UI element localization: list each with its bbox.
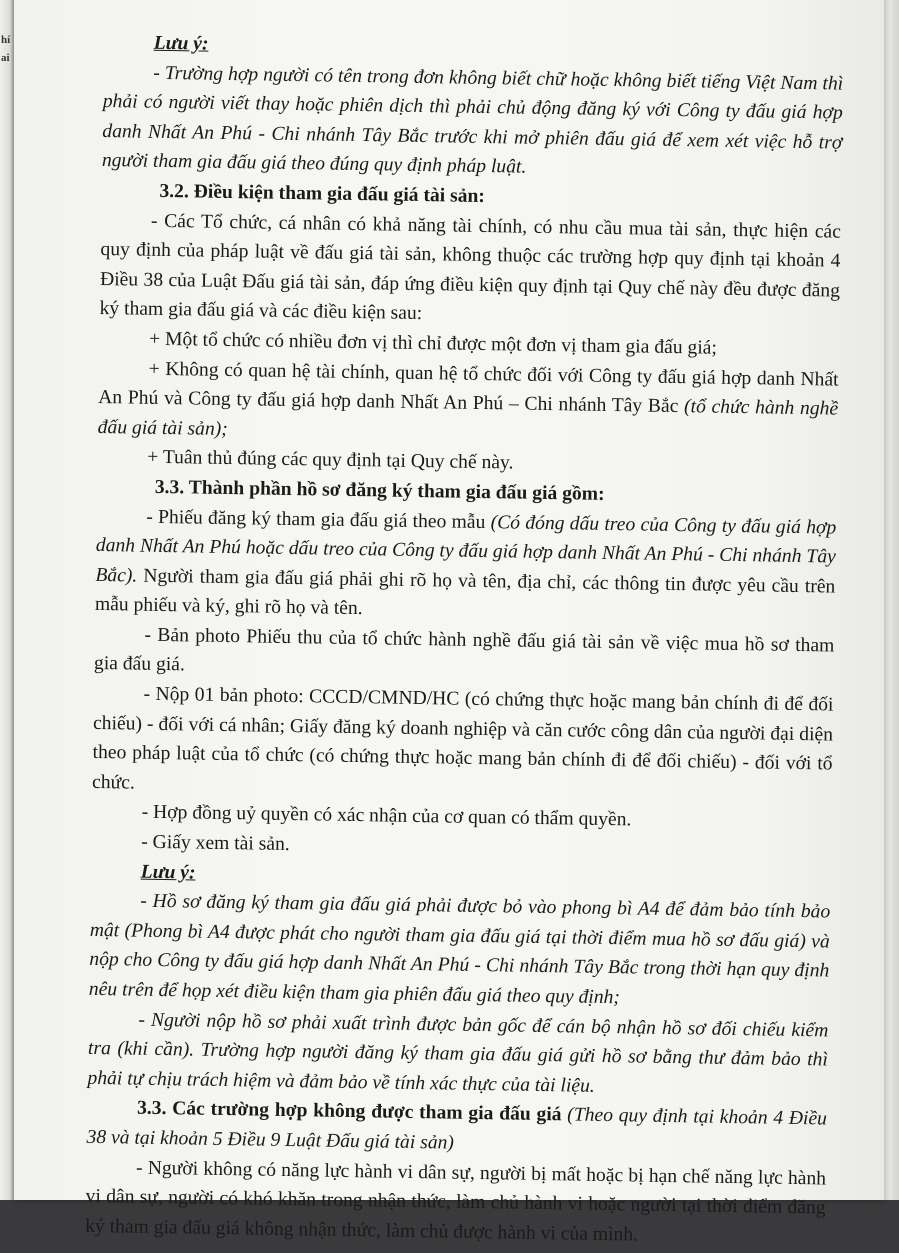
- page-content: [85, 28, 844, 1253]
- heading-italic: (Theo quy định tại khoản 4 Điều 38 và tại khoản 5 Điều 9 Luật Đấu giá tài sản): [86, 1104, 828, 1154]
- bullet-italic: (tổ chức hành nghề đấu giá tài sản);: [97, 396, 839, 440]
- note-text: - Người nộp hồ sơ phải xuất trình được bản gốc để cán bộ nhận hồ sơ đối chiếu kiểm tra (khi cần). Trường hợp người đăng ký tham gia đấu giá gửi hồ sơ bằng thư đảm bảo thì phải tự chịu trách hiệm và đảm bảo về tính xác thực của tài liệu.: [87, 1009, 829, 1097]
- list-item: - Hợp đồng uỷ quyền có xác nhận của cơ quan có thẩm quyền.: [141, 802, 632, 831]
- note-label: Lưu ý:: [153, 32, 209, 55]
- note-text: - Trường hợp người có tên trong đơn không biết chữ hoặc không biết tiếng Việt Nam thì phải có người viết thay hoặc phiên dịch thì phải chủ động đăng ký với Công ty đấu giá hợp danh Nhất An Phú - Chi nhánh Tây Bắc trước khi mở phiên đấu giá để xem xét việc hỗ trợ người tham gia đấu giá theo đúng quy định pháp luật.: [101, 62, 844, 179]
- note-label: Lưu ý:: [140, 861, 196, 884]
- item-italic: (Có đóng dấu treo của Công ty đấu giá hợp danh Nhất An Phú hoặc dấu treo của Công ty đấu giá hợp danh Nhất An Phú - Chi nhánh Tây Bắc).: [95, 511, 837, 587]
- paragraph: - Các Tổ chức, cá nhân có khả năng tài chính, có nhu cầu mua tài sản, thực hiện các quy định của pháp luật về đấu giá tài sản, không thuộc các trường hợp quy định tại khoản 4 Điều 38 của Luật Đấu giá tài sản, đáp ứng điều kiện quy định tại Quy chế này đều được đăng ký tham gia đấu giá và các điều kiện sau:: [99, 210, 842, 325]
- section-heading-3-3: 3.3. Thành phần hồ sơ đăng ký tham gia đấu giá gồm:: [154, 476, 605, 505]
- section-heading-3-2: 3.2. Điều kiện tham gia đấu giá tài sản:: [159, 180, 486, 207]
- section-heading-3-3-b: [86, 1093, 827, 1164]
- item-text: - Phiếu đăng ký tham gia đấu giá theo mẫu: [146, 506, 491, 533]
- heading-text: 3.3. Các trường hợp không được tham gia đấu giá: [136, 1098, 562, 1126]
- bullet-item: [97, 353, 838, 453]
- item-tail: Người tham gia đấu giá phải ghi rõ họ và tên, địa chỉ, các thông tin được yêu cầu trên mẫu phiếu và ký, ghi rõ họ và tên.: [94, 565, 836, 620]
- bullet-text: + Không có quan hệ tài chính, quan hệ tổ chức đối với Công ty đấu giá hợp danh Nhất An Phú và Công ty đấu giá hợp danh Nhất An Phú – Chi nhánh Tây Bắc: [98, 358, 839, 418]
- list-item: - Người không có năng lực hành vi dân sự, người bị mất hoặc bị hạn chế năng lực hành vi dân sự, người có khó khăn trong nhận thức, làm chủ hành vi hoặc người tại thời điểm đăng ký tham gia đấu giá không nhận thức, làm chủ được hành vi của mình.: [85, 1157, 827, 1246]
- binder-edge: [884, 0, 899, 1200]
- previous-page-edge: [0, 0, 14, 1200]
- margin-fragment: ai: [1, 52, 10, 64]
- list-item: - Bản photo Phiếu thu của tổ chức hành nghề đấu giá tài sản về việc mua hồ sơ tham gia đấu giá.: [93, 624, 835, 676]
- note-text: - Hồ sơ đăng ký tham gia đấu giá phải được bỏ vào phong bì A4 để đảm bảo tính bảo mật (Phong bì A4 được phát cho người tham gia đấu giá tại thời điểm mua hồ sơ đấu giá) và nộp cho Công ty đấu giá hợp danh Nhất An Phú - Chi nhánh Tây Bắc trong thời hạn quy định nêu trên để họp xét điều kiện tham gia phiên đấu giá theo quy định;: [88, 890, 831, 1009]
- margin-fragment: hí: [1, 34, 11, 46]
- list-item: - Nộp 01 bản photo: CCCD/CMND/HC (có chứng thực hoặc mang bản chính đi để đối chiếu) - đối với cá nhân; Giấy đăng ký doanh nghiệp và căn cước công dân của người đại diện theo pháp luật của tổ chức (có chứng thực hoặc mang bản chính đi để đối chiếu) - đối với tổ chức.: [91, 683, 834, 794]
- list-item: [95, 501, 837, 631]
- bullet-item: + Tuân thủ đúng các quy định tại Quy chế này.: [147, 447, 514, 474]
- list-item: - Giấy xem tài sản.: [141, 831, 290, 856]
- document-page: [14, 0, 884, 1246]
- bullet-item: + Một tổ chức có nhiều đơn vị thì chỉ được một đơn vị tham gia đấu giá;: [148, 328, 718, 359]
